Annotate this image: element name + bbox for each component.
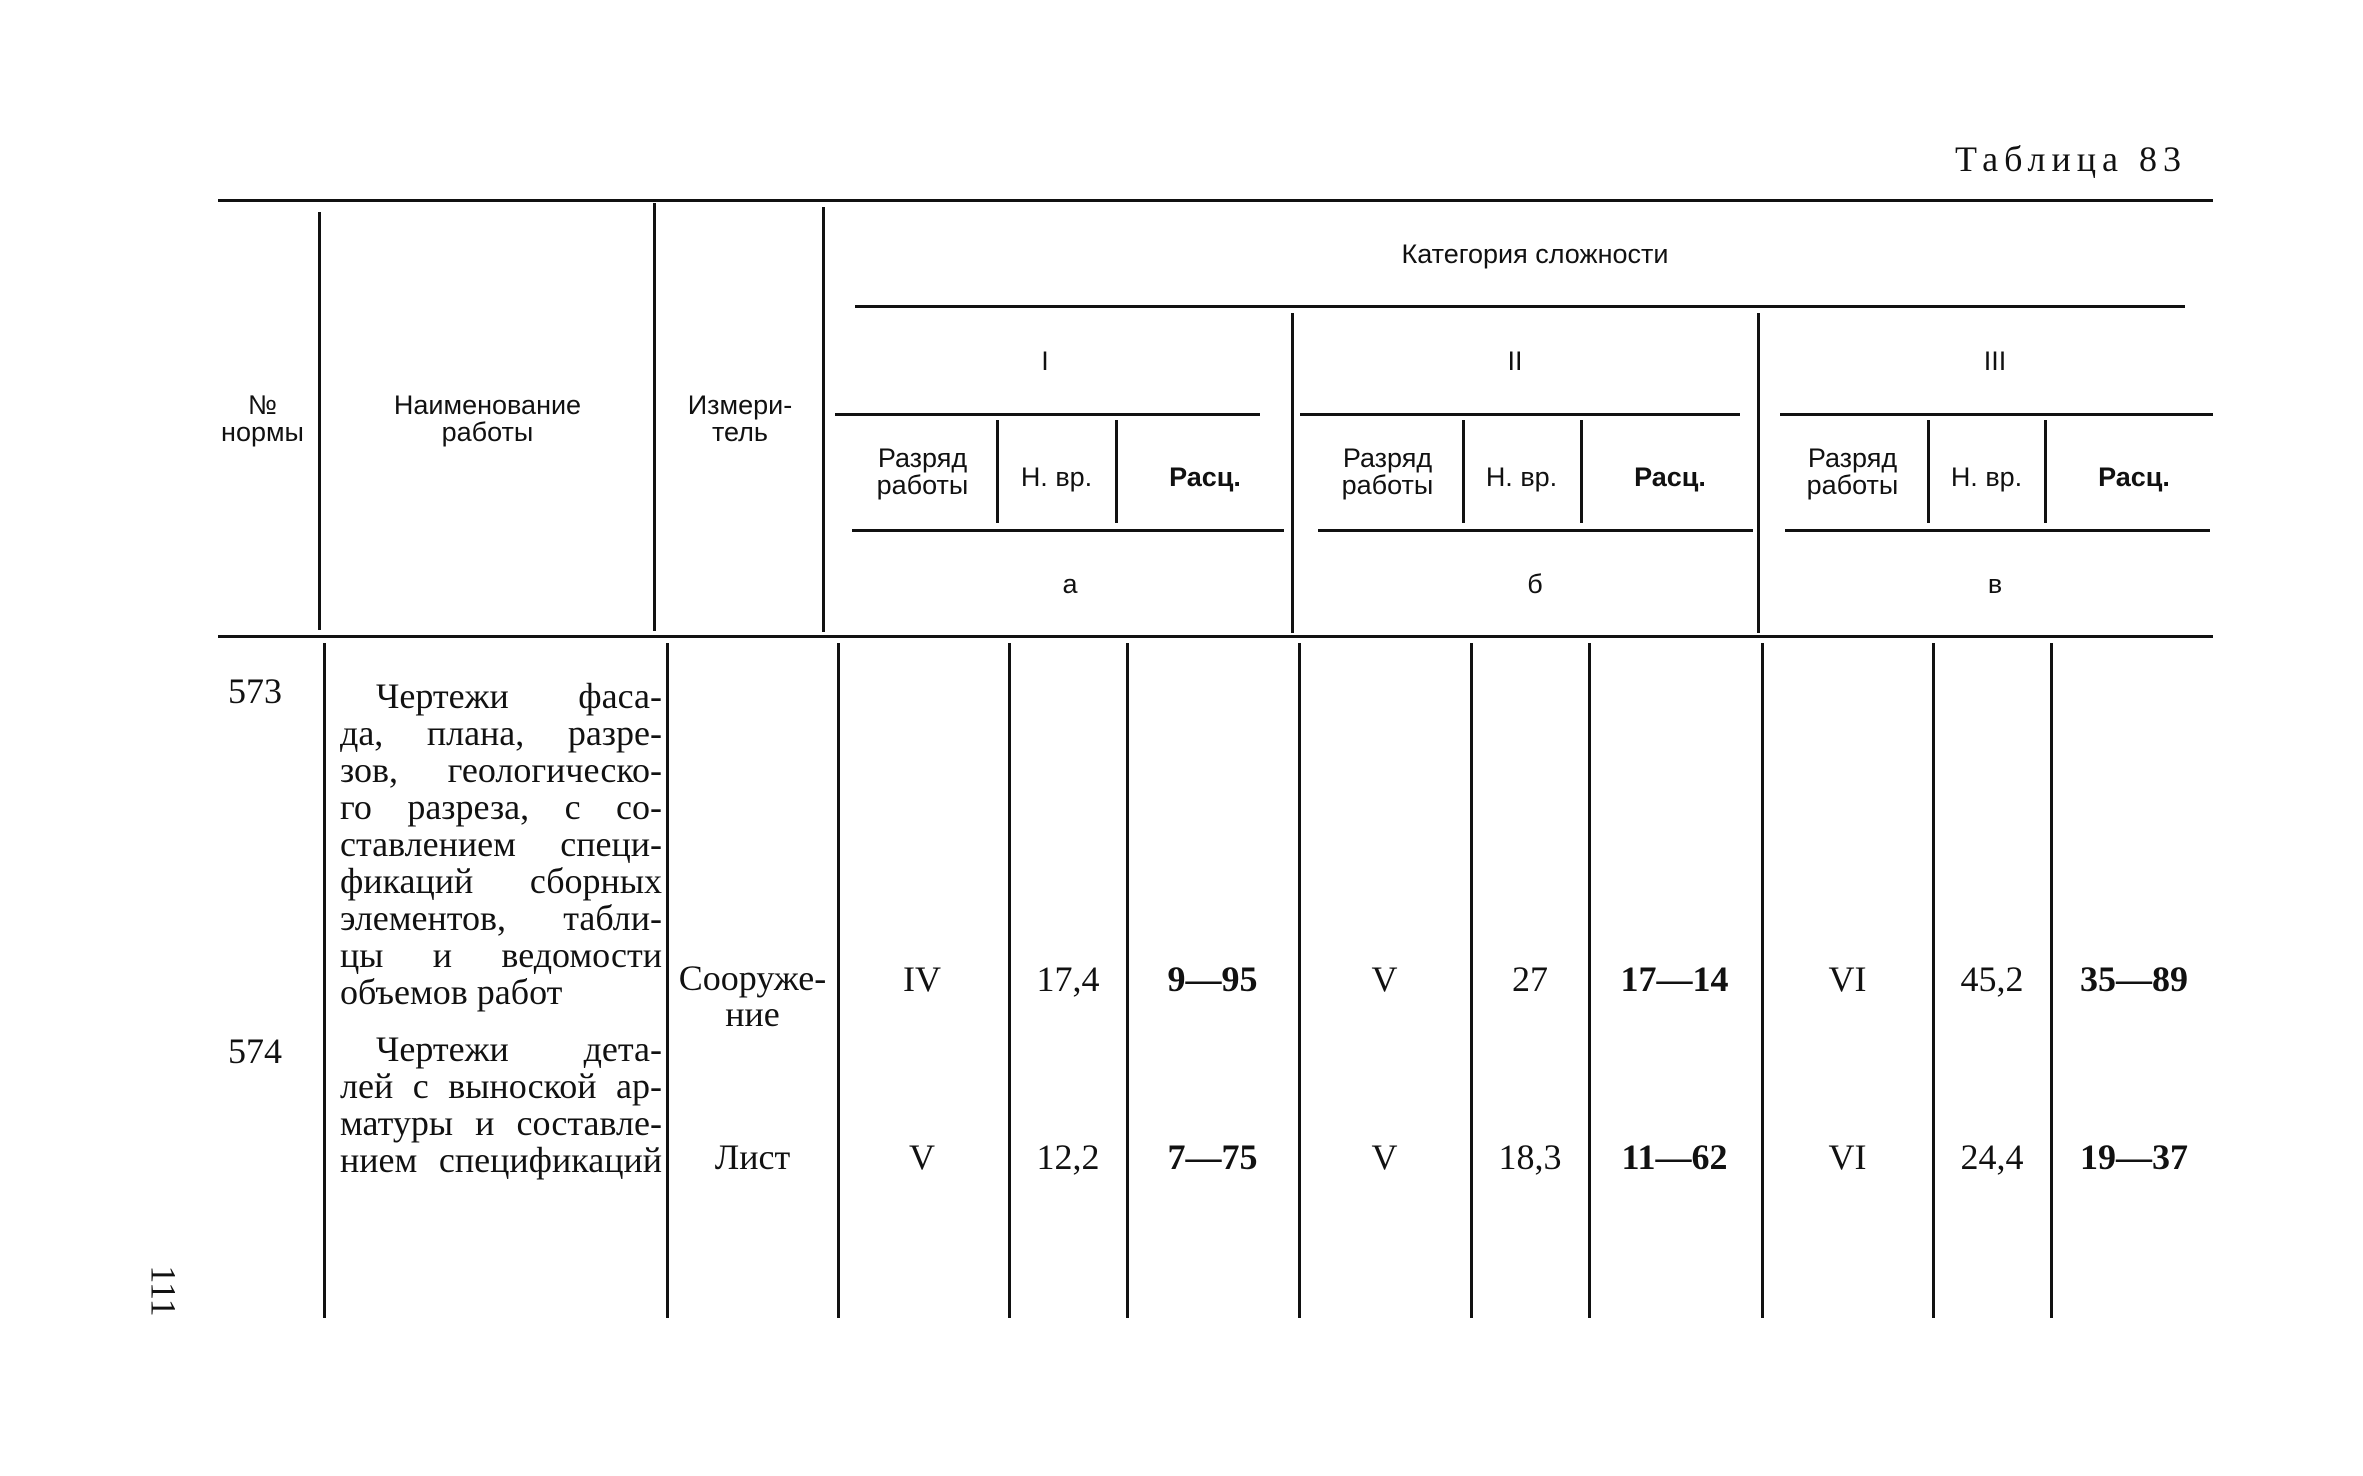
rate-cell: 11—62 (1621, 1137, 1728, 1177)
rank-cell: V (1371, 1137, 1398, 1177)
body-vline (1588, 643, 1591, 1318)
hdr-vline (318, 212, 321, 630)
sub2-rule (1318, 529, 1753, 532)
rank-cell: V (909, 1137, 935, 1177)
sub1-rule (852, 529, 1284, 532)
header-cat1-rank: Разряд работы (876, 443, 969, 500)
header-cat2-rate: Расц. (1634, 462, 1706, 492)
work-line: лей с выноской ар- (340, 1066, 662, 1106)
hdr-vline (1115, 420, 1118, 523)
body-vline (1761, 643, 1764, 1318)
work-description (340, 1031, 662, 1179)
work-description (340, 678, 662, 1011)
body-vline (1932, 643, 1935, 1318)
header-bottom-rule (218, 635, 2213, 638)
work-line: нием спецификаций (340, 1140, 662, 1180)
table-caption: Таблица 83 (1955, 139, 2187, 179)
header-cat2-time: Н. вр. (1485, 462, 1558, 492)
unit-cell: Сооруже- ние (678, 958, 827, 1034)
rank-cell: VI (1828, 1137, 1867, 1177)
body-vline (666, 643, 669, 1318)
hdr-vline (653, 203, 656, 631)
hdr-vline (822, 207, 825, 632)
body-vline (837, 643, 840, 1318)
header-cat2-rank: Разряд работы (1341, 443, 1434, 500)
header-cat1-letter: а (1062, 569, 1078, 599)
time-cell: 17,4 (1036, 959, 1100, 999)
hdr-vline (2044, 420, 2047, 523)
work-line: Чертежи дета- (376, 1029, 662, 1069)
sub3-rule (1785, 529, 2210, 532)
hdr-vline (1757, 313, 1760, 633)
rate-cell: 7—75 (1167, 1137, 1258, 1177)
cat2-rule (1300, 413, 1740, 416)
header-cat3-time: Н. вр. (1950, 462, 2023, 492)
hdr-vline (1291, 313, 1294, 633)
work-line: матуры и составле- (340, 1103, 662, 1143)
work-line: да, плана, разре- (340, 713, 662, 753)
header-norm-no: № нормы (221, 390, 304, 447)
work-line: элементов, табли- (340, 898, 662, 938)
work-line: Чертежи фаса- (376, 676, 662, 716)
rank-cell: VI (1828, 959, 1867, 999)
body-vline (2050, 643, 2053, 1318)
time-cell: 12,2 (1036, 1137, 1100, 1177)
rank-cell: IV (903, 959, 941, 999)
body-vline (1008, 643, 1011, 1318)
header-cat2-letter: б (1527, 569, 1543, 599)
header-cat3-rank: Разряд работы (1806, 443, 1899, 500)
header-cat3-rate: Расц. (2098, 462, 2170, 492)
hdr-vline (1580, 420, 1583, 523)
header-unit: Измери- тель (687, 390, 793, 447)
header-cat3-roman: III (1983, 346, 2007, 376)
time-cell: 24,4 (1960, 1137, 2024, 1177)
table-top-rule (218, 199, 2213, 202)
unit-cell: Лист (714, 1137, 791, 1177)
rate-cell: 9—95 (1167, 959, 1258, 999)
time-cell: 45,2 (1960, 959, 2024, 999)
body-vline (1298, 643, 1301, 1318)
category-rule (855, 305, 2185, 308)
cat1-rule (835, 413, 1260, 416)
hdr-vline (996, 420, 999, 523)
header-cat2-roman: II (1507, 346, 1523, 376)
header-cat1-roman: I (1041, 346, 1049, 376)
work-line: го разреза, с со- (340, 787, 662, 827)
work-line: цы и ведомости (340, 935, 662, 975)
work-line: объемов работ (340, 972, 563, 1012)
rate-cell: 35—89 (2080, 959, 2188, 999)
header-work-name: Наименование работы (393, 390, 582, 447)
page-number: 111 (143, 1265, 184, 1317)
work-line: зов, геологическо- (340, 750, 662, 790)
rank-cell: V (1371, 959, 1398, 999)
header-cat1-rate: Расц. (1169, 462, 1241, 492)
cat3-rule (1780, 413, 2213, 416)
body-vline (323, 643, 326, 1318)
work-line: фикаций сборных (340, 861, 662, 901)
rate-cell: 19—37 (2080, 1137, 2188, 1177)
work-line: ставлением специ- (340, 824, 662, 864)
header-cat3-letter: в (1987, 569, 2003, 599)
norm-number: 574 (228, 1031, 282, 1071)
header-category: Категория сложности (1401, 239, 1669, 269)
time-cell: 18,3 (1498, 1137, 1562, 1177)
rate-cell: 17—14 (1620, 959, 1729, 999)
header-cat1-time: Н. вр. (1020, 462, 1093, 492)
body-vline (1126, 643, 1129, 1318)
time-cell: 27 (1512, 959, 1548, 999)
norm-number: 573 (228, 671, 282, 711)
body-vline (1470, 643, 1473, 1318)
